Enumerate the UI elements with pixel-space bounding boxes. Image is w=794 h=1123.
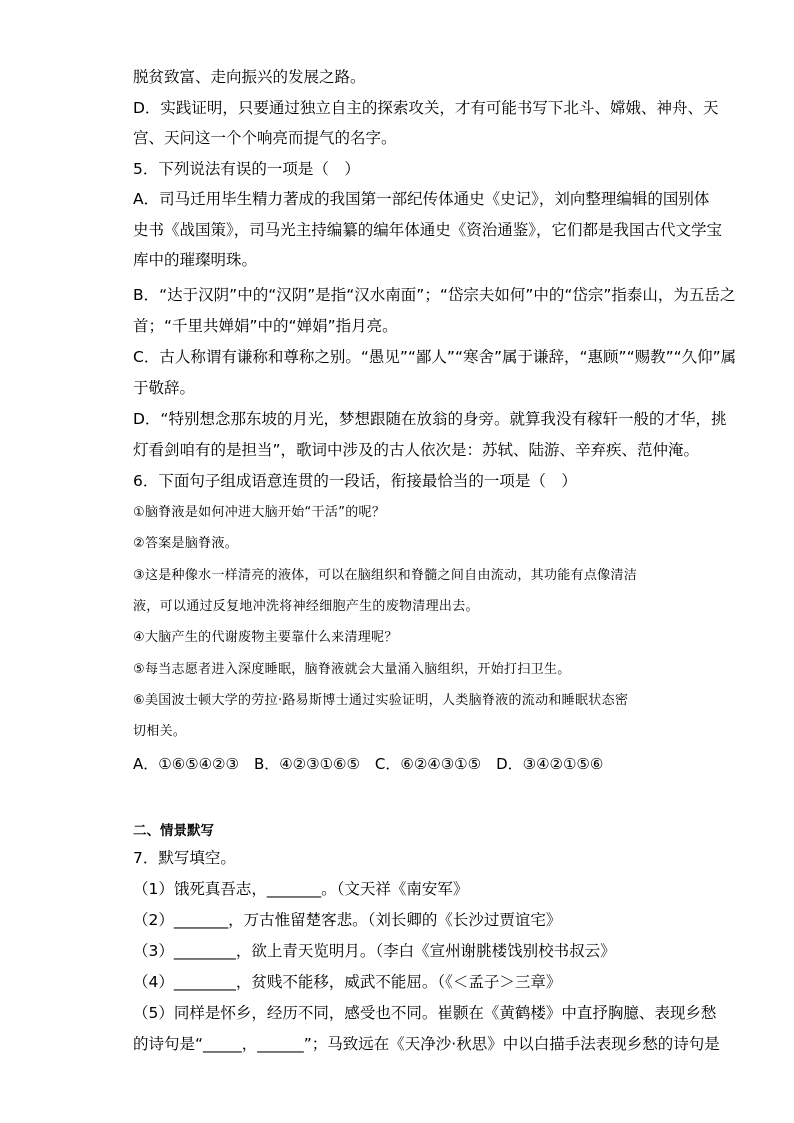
- section-heading: 二、情景默写: [133, 823, 214, 839]
- text-line: 切相关。: [133, 724, 187, 739]
- sentence-1: ①脑脊液是如何冲进大脑开始“干活”的呢？: [133, 505, 386, 520]
- sentence-5: ⑤每当志愿者进入深度睡眠，脑脊液就会大量涌入脑组织，开始打扫卫生。: [133, 662, 571, 677]
- fill-item-5: （5）同样是怀乡，经历不同，感受也不同。崔颢在《黄鹤楼》中直抒胸臆、表现乡愁: [133, 1004, 717, 1022]
- fill-item-2: （2）_______，万古惟留楚客悲。（刘长卿的《长沙过贾谊宅》: [133, 911, 562, 929]
- question-6-stem: 6．下面句子组成语意连贯的一段话，衔接最恰当的一项是（ ）: [133, 472, 577, 490]
- text-line: 液，可以通过反复地冲洗将神经细胞产生的废物清理出去。: [133, 599, 479, 614]
- text-line: 首；“千里共婵娟”中的“婵娟”指月亮。: [133, 317, 398, 335]
- text-line: 史书《战国策》，司马光主持编纂的编年体通史《资治通鉴》，它们都是我国古代文学宝: [133, 221, 723, 239]
- option-b-q5: B．“达于汉阴”中的“汉阴”是指“汉水南面”；“岱宗夫如何”中的“岱宗”指泰山，为五岳之: [133, 286, 736, 304]
- fill-item-1: （1）饿死真吾志，_______。（文天祥《南安军》: [133, 880, 469, 898]
- question-7-stem: 7．默写填空。: [133, 849, 236, 867]
- sentence-6: ⑥美国波士顿大学的劳拉·路易斯博士通过实验证明，人类脑脊液的流动和睡眠状态密: [133, 693, 629, 708]
- text-line: 灯看剑咱有的是担当”，歌词中涉及的古人依次是：苏轼、陆游、辛弃疾、范仲淹。: [133, 441, 700, 459]
- question-5-stem: 5．下列说法有误的一项是（ ）: [133, 160, 360, 178]
- fill-item-3: （3）________，欲上青天览明月。（李白《宣州谢朓楼饯别校书叔云》: [133, 942, 616, 960]
- option-a-q5: A．司马迁用毕生精力著成的我国第一部纪传体通史《史记》，刘向整理编辑的国别体: [133, 190, 710, 208]
- question-6-choices: A．①⑥⑤④②③ B．④②③①⑥⑤ C．⑥②④③①⑤ D．③④②①⑤⑥: [133, 755, 604, 773]
- text-line: 脱贫致富、走向振兴的发展之路。: [133, 68, 366, 86]
- text-line: 宫、天问这一个个响亮而提气的名字。: [133, 129, 397, 147]
- option-d-q4: D．实践证明，只要通过独立自主的探索攻关，才有可能书写下北斗、嫦娥、神舟、天: [133, 99, 719, 117]
- option-c-q5: C．古人称谓有谦称和尊称之别。“愚见”“鄙人”“寒舍”属于谦辞，“惠顾”“赐教”“久仰”属: [133, 348, 737, 366]
- sentence-4: ④大脑产生的代谢废物主要靠什么来清理呢？: [133, 630, 398, 645]
- option-d-q5: D．“特别想念那东坡的月光，梦想跟随在放翁的身旁。就算我没有稼轩一般的才华，挑: [133, 410, 727, 428]
- fill-item-4: （4）________，贫贱不能移，威武不能屈。（《＜孟子＞三章》: [133, 973, 562, 991]
- text-line: 库中的璀璨明珠。: [133, 251, 258, 269]
- sentence-3: ③这是种像水一样清亮的液体，可以在脑组织和脊髓之间自由流动，其功能有点像清洁: [133, 568, 638, 583]
- text-line: 于敬辞。: [133, 379, 196, 397]
- text-line: 的诗句是“_____，______”；马致远在《天净沙·秋思》中以白描手法表现乡愁的诗句是: [133, 1035, 720, 1053]
- sentence-2: ②答案是脑脊液。: [133, 536, 239, 551]
